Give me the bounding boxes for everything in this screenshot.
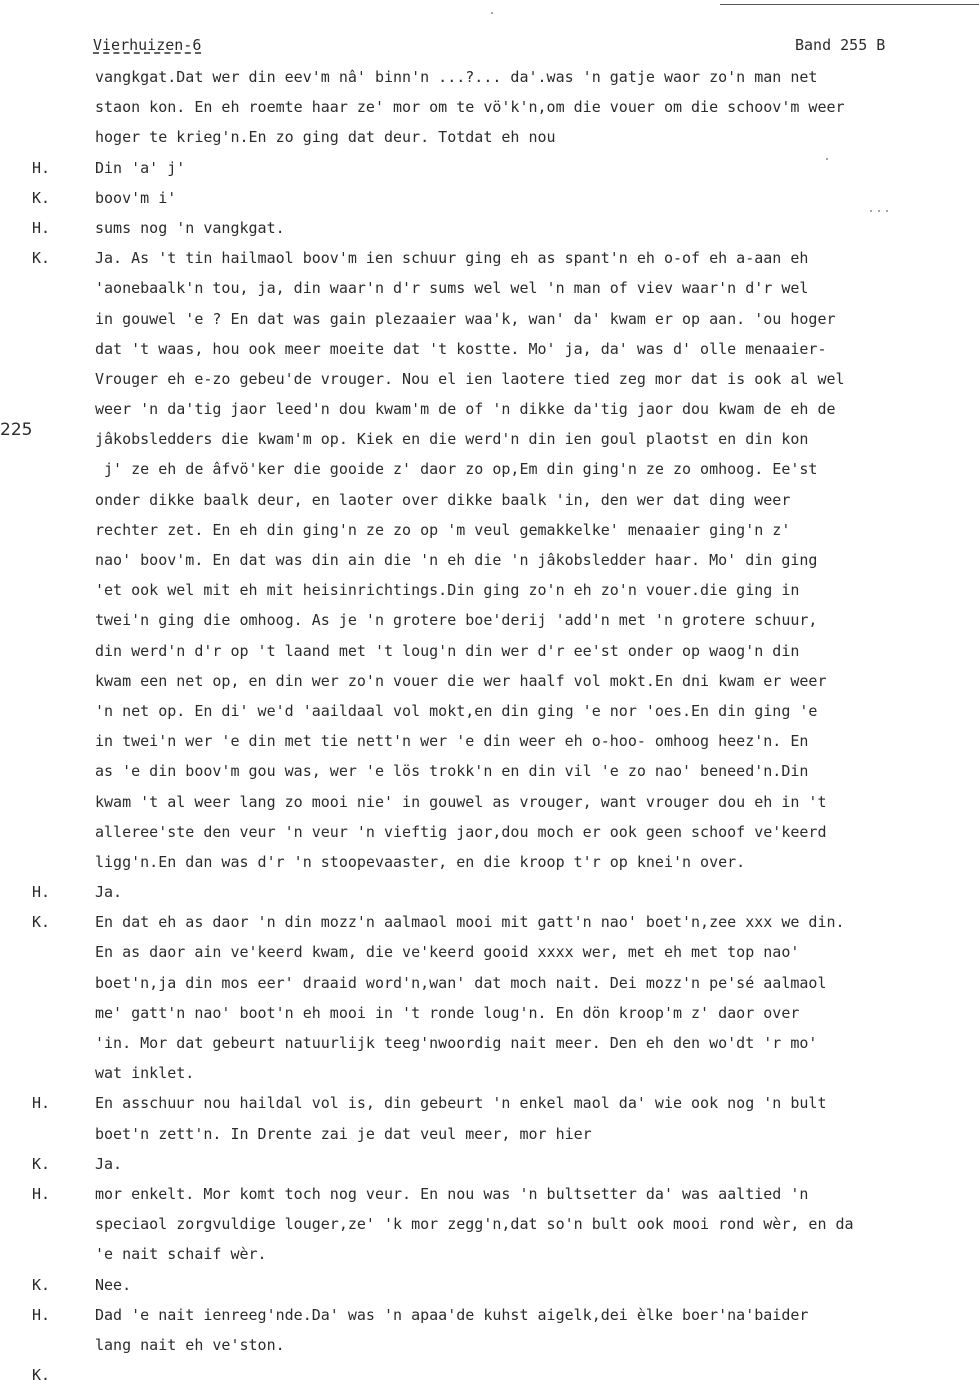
transcript-line: [0, 575, 979, 605]
speaker-label: H.: [32, 158, 51, 177]
line-text: jâkobsledders die kwam'm op. Kiek en die werd'n din ien goul plaotst en din kon: [95, 430, 809, 449]
line-text: onder dikke baalk deur, en laoter over dikke baalk 'in, den wer dat ding weer: [95, 490, 791, 509]
transcript-line: [0, 1360, 979, 1390]
line-text: lang nait eh ve'ston.: [95, 1335, 285, 1354]
transcript-line: [0, 545, 979, 575]
line-text: Ja.: [95, 883, 123, 902]
line-text: vangkgat.Dat wer din eev'm nâ' binn'n ...?... da'.was 'n gatje waor zo'n man net: [95, 68, 818, 86]
transcript-line: [0, 1330, 979, 1360]
transcript-line: [0, 847, 979, 877]
transcript-line: [0, 183, 979, 213]
transcript-line: [0, 273, 979, 303]
line-text: nao' boov'm. En dat was din ain die 'n eh die 'n jâkobsledder haar. Mo' din ging: [95, 551, 818, 569]
transcript-line: [0, 998, 979, 1028]
transcript-line: [0, 817, 979, 847]
transcript-line: [0, 787, 979, 817]
line-text: Dad 'e nait ienreeg'nde.Da' was 'n apaa'de kuhst aigelk,dei èlke boer'na'baider: [95, 1305, 809, 1324]
line-text: Ja. As 't tin hailmaol boov'm ien schuur ging eh as spant'n eh o-of eh a-aan eh: [95, 249, 809, 268]
transcript-line: [0, 424, 979, 454]
line-text: 'aonebaalk'n tou, ja, din waar'n d'r sums wel wel 'n man of viev waar'n d'r wel: [95, 279, 809, 298]
line-text: in twei'n wer 'e din met tie nett'n wer 'e din weer eh o-hoo- omhoog heez'n. En: [95, 732, 809, 751]
transcript-line: [0, 1088, 979, 1118]
line-text: as 'e din boov'm gou was, wer 'e lös trokk'n en din vil 'e zo nao' beneed'n.Din: [95, 762, 809, 781]
line-text: dat 't waas, hou ook meer moeite dat 't kostte. Mo' ja, da' was d' olle menaaier-: [95, 339, 827, 358]
line-text: Nee.: [95, 1275, 132, 1294]
line-text: 'et ook wel mit eh mit heisinrichtings.Din ging zo'n eh zo'n vouer.die ging in: [95, 581, 800, 600]
transcript-line: [0, 153, 979, 183]
transcript-line: [0, 485, 979, 515]
transcript-line: [0, 213, 979, 243]
transcript-line: [0, 1149, 979, 1179]
line-text: speciaol zorgvuldige louger,ze' 'k mor zegg'n,dat so'n bult ook mooi rond wèr, en da: [95, 1215, 854, 1234]
transcript-line: [0, 666, 979, 696]
transcript-line: [0, 726, 979, 756]
transcript-line: [0, 1028, 979, 1058]
speaker-label: H.: [32, 883, 51, 902]
transcript-line: [0, 636, 979, 666]
document-id: Vierhuizen-6: [93, 36, 202, 54]
line-text: Din 'a' j': [95, 158, 186, 177]
line-text: Ja.: [95, 1154, 123, 1173]
line-text: me' gatt'n nao' boot'n eh mooi in 't ronde loug'n. En dön kroop'm z' daor over: [95, 1003, 800, 1022]
transcript-line: [0, 877, 979, 907]
transcript-line: [0, 756, 979, 786]
transcript-line: [0, 394, 979, 424]
line-text: boov'm i': [95, 188, 177, 207]
speaker-label: K.: [32, 249, 51, 268]
line-text: alleree'ste den veur 'n veur 'n vieftig jaor,dou moch er ook geen schoof ve'keerd: [95, 822, 827, 841]
speaker-label: K.: [32, 1275, 51, 1294]
transcript-line: [0, 304, 979, 334]
line-text: Vrouger eh e-zo gebeu'de vrouger. Nou el ien laotere tied zeg mor dat is ook al wel: [95, 369, 845, 388]
transcript-line: [0, 243, 979, 273]
line-text: kwam 't al weer lang zo mooi nie' in gouwel as vrouger, want vrouger dou eh in 't: [95, 792, 827, 811]
transcript-line: [0, 334, 979, 364]
line-text: 'in. Mor dat gebeurt natuurlijk teeg'nwoordig nait meer. Den eh den wo'dt 'r mo': [95, 1034, 818, 1052]
transcript-line: [0, 1119, 979, 1149]
transcript-line: [0, 515, 979, 545]
speaker-label: H.: [32, 1184, 51, 1203]
line-text: En as daor ain ve'keerd kwam, die ve'keerd gooid xxxx wer, met eh met top nao': [95, 943, 800, 962]
transcript-line: [0, 454, 979, 484]
line-text: boet'n,ja din mos eer' draaid word'n,wan' dat moch nait. Dei mozz'n pe'sé aalmaol: [95, 973, 827, 992]
transcript-line: [0, 122, 979, 152]
line-text: 'n net op. En di' we'd 'aaildaal vol mokt,en din ging 'e nor 'oes.En din ging 'e: [95, 701, 818, 720]
transcript-line: [0, 907, 979, 937]
line-text: sums nog 'n vangkgat.: [95, 218, 285, 237]
line-text: twei'n ging die omhoog. As je 'n grotere boe'derij 'add'n met 'n grotere schuur,: [95, 611, 818, 630]
tape-label: Band 255 B: [795, 36, 886, 54]
speaker-label: H.: [32, 1305, 51, 1324]
top-rule: [720, 4, 979, 5]
transcript-line: [0, 1239, 979, 1269]
line-text: din werd'n d'r op 't laand met 't loug'n din wer d'r ee'st onder op waog'n din: [95, 641, 800, 660]
line-text: rechter zet. En eh din ging'n ze zo op 'm veul gemakkelke' menaaier ging'n z': [95, 520, 791, 539]
line-text: kwam een net op, en din wer zo'n vouer die wer haalf vol mokt.En dni kwam er weer: [95, 671, 827, 690]
line-text: mor enkelt. Mor komt toch nog veur. En nou was 'n bultsetter da' was aaltied 'n: [95, 1184, 809, 1203]
line-text: 'e nait schaif wèr.: [95, 1245, 267, 1264]
transcript-body: [0, 62, 979, 1390]
transcript-line: [0, 92, 979, 122]
transcript-line: [0, 364, 979, 394]
line-text: En asschuur nou haildal vol is, din gebeurt 'n enkel maol da' wie ook nog 'n bult: [95, 1094, 827, 1113]
transcript-line: [0, 1058, 979, 1088]
line-text: hoger te krieg'n.En zo ging dat deur. Totdat eh nou: [95, 128, 556, 147]
transcript-line: [0, 937, 979, 967]
transcript-line: [0, 1179, 979, 1209]
speaker-label: K.: [32, 1154, 51, 1173]
speaker-label: H.: [32, 218, 51, 237]
transcript-line: [0, 605, 979, 635]
line-text: boet'n zett'n. In Drente zai je dat veul meer, mor hier: [95, 1124, 592, 1143]
speaker-label: K.: [32, 1366, 51, 1385]
line-text: staon kon. En eh roemte haar ze' mor om te vö'k'n,om die vouer om die schoov'm weer: [95, 98, 845, 117]
margin-counter: 225: [0, 420, 33, 440]
transcript-line: [0, 62, 979, 92]
transcript-line: [0, 1209, 979, 1239]
speaker-label: K.: [32, 188, 51, 207]
transcript-line: [0, 968, 979, 998]
transcript-line: [0, 1300, 979, 1330]
line-text: weer 'n da'tig jaor leed'n dou kwam'm de of 'n dikke da'tig jaor dou kwam de eh de: [95, 400, 836, 419]
line-text: ligg'n.En dan was d'r 'n stoopevaaster, en die kroop t'r op knei'n over.: [95, 852, 746, 871]
line-text: En dat eh as daor 'n din mozz'n aalmaol mooi mit gatt'n nao' boet'n,zee xxx we din.: [95, 913, 845, 932]
transcript-line: [0, 1270, 979, 1300]
speaker-label: H.: [32, 1094, 51, 1113]
speaker-label: K.: [32, 913, 51, 932]
speck: [491, 12, 493, 14]
line-text: in gouwel 'e ? En dat was gain plezaaier waa'k, wan' da' kwam er op aan. 'ou hoger: [95, 309, 836, 328]
line-text: wat inklet.: [95, 1064, 195, 1083]
transcript-line: [0, 696, 979, 726]
line-text: j' ze eh de âfvö'ker die gooide z' daor zo op,Em din ging'n ze zo omhoog. Ee'st: [95, 460, 818, 479]
